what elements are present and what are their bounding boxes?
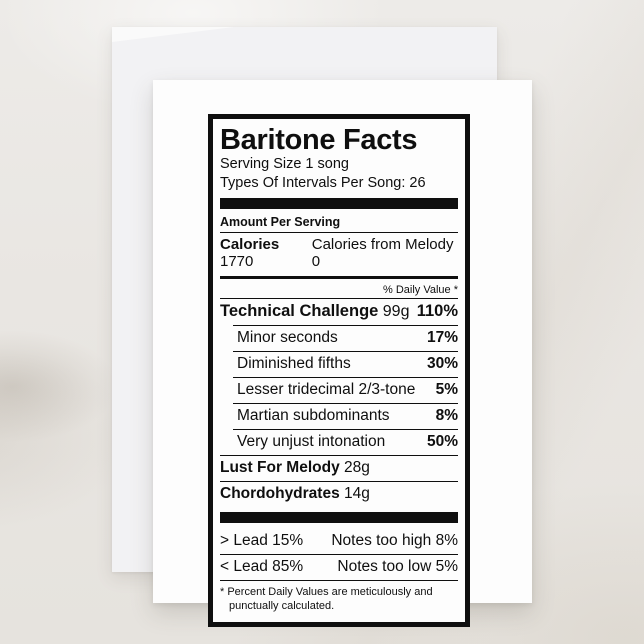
sub-nutrient-row [220,326,458,351]
lead-low-right: Notes too low 5% [337,557,458,575]
sub-nutrient-label: Minor seconds [237,328,338,346]
bold-nutrient-row [220,456,458,481]
nutrition-facts-label [208,114,470,627]
daily-value-header: % Daily Value * [383,283,458,296]
sub-nutrient-percent: 17% [426,328,458,346]
sub-nutrient-percent: 8% [435,406,458,424]
sub-nutrient-percent: 30% [426,354,458,372]
greeting-card-front [153,80,532,613]
serving-size-line: Serving Size 1 song [220,156,349,173]
label-title: Baritone Facts [220,124,418,156]
bold-nutrient-amount: 28g [344,458,370,476]
lead-low-left: < Lead 85% [220,557,304,575]
calories-left [220,236,312,270]
main-nutrient-row [220,299,458,325]
lead-high-right: Notes too high 8% [331,531,458,549]
sub-nutrient-label: Very unjust intonation [237,432,386,450]
main-nutrient-amount: 99g [382,302,410,320]
daily-value-footnote: * Percent Daily Values are meticulously and punctually calculated. [220,585,433,613]
divider-medium [220,276,458,279]
card-fold-crease [112,27,234,42]
sub-nutrient-percent: 50% [426,432,458,450]
main-nutrient-label: Technical Challenge [220,301,379,320]
calories-from-value: 0 [311,252,321,270]
bold-nutrient-row [220,482,458,507]
calories-value: 1770 [220,252,254,270]
intervals-line: Types Of Intervals Per Song: 26 [220,174,426,191]
calories-from-label: Calories from Melody [311,235,454,253]
divider-thick-bar-bottom [220,512,458,523]
lead-stats-row [220,529,458,554]
main-nutrient-percent: 110% [416,301,458,320]
sub-nutrient-row [220,378,458,403]
sub-nutrient-label: Martian subdominants [237,406,390,424]
bold-nutrient-amount: 14g [344,484,370,502]
bold-nutrient-label: Chordohydrates [220,484,340,502]
sub-nutrient-row [220,404,458,429]
calories-label: Calories [220,235,280,253]
sub-nutrient-row [220,430,458,455]
sub-nutrient-label: Diminished fifths [237,354,351,372]
calories-right [312,236,458,270]
sub-nutrient-label: Lesser tridecimal 2/3-tone [237,380,416,398]
amount-per-serving: Amount Per Serving [220,214,341,229]
lead-high-left: > Lead 15% [220,531,304,549]
sub-nutrient-row [220,352,458,377]
main-nutrient-left [220,302,409,321]
sub-nutrient-percent: 5% [435,380,458,398]
calories-row [220,233,458,274]
lead-stats-row [220,555,458,580]
divider-thick-bar-top [220,198,458,209]
bold-nutrient-label: Lust For Melody [220,458,340,476]
